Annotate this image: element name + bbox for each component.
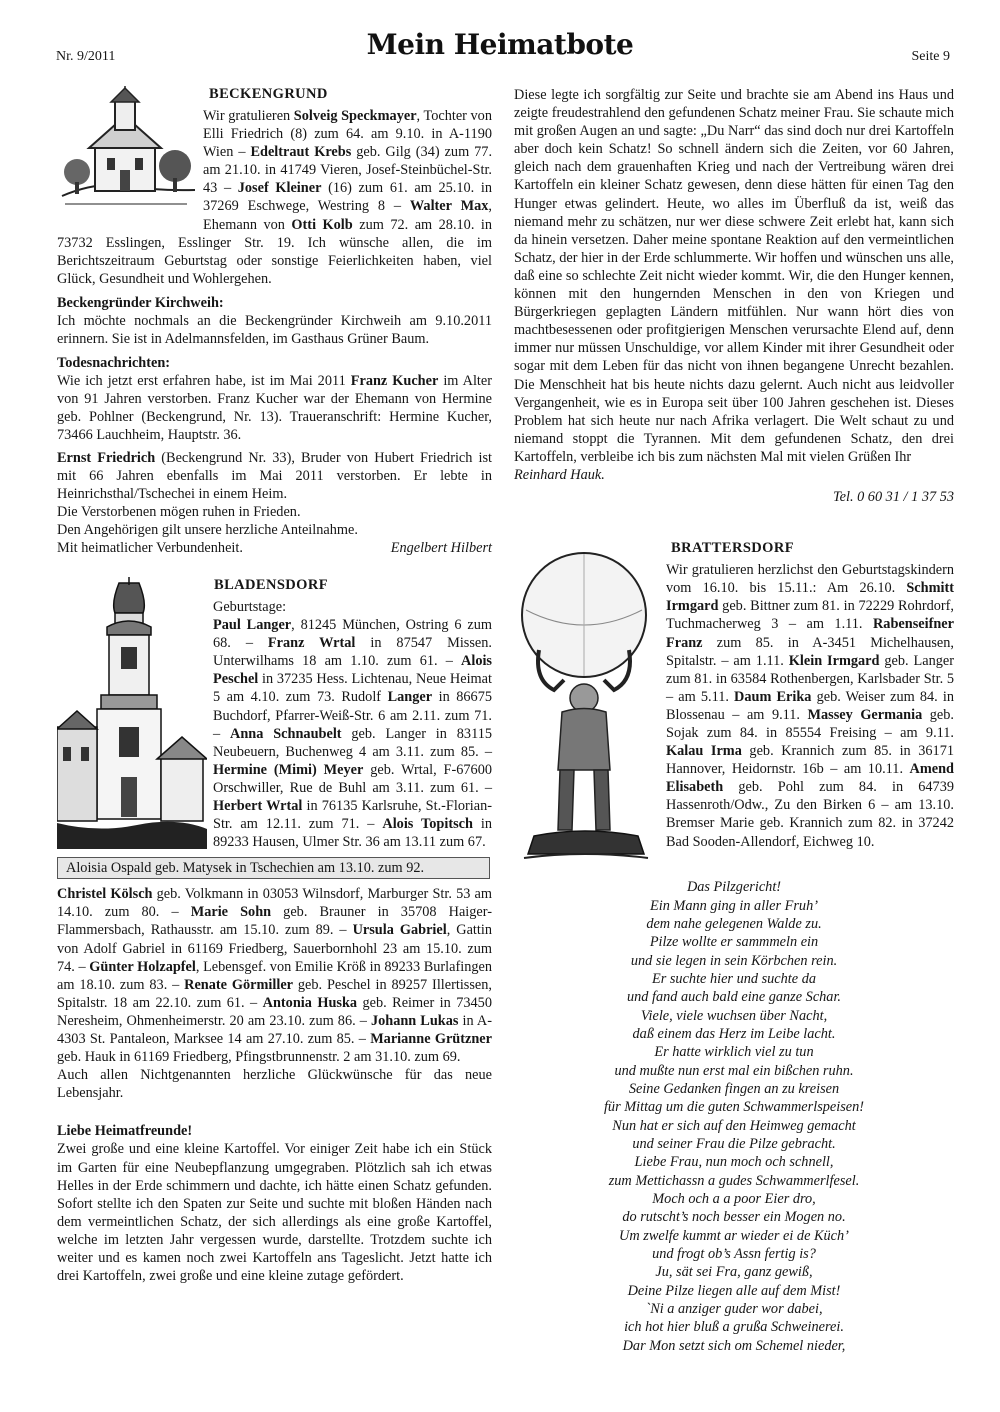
poem-line: und seiner Frau die Pilze gebracht. bbox=[632, 1135, 836, 1152]
brattersdorf-title: BRATTERSDORF bbox=[671, 540, 794, 557]
highlight-box: Aloisia Ospald geb. Matysek in Tschechien am 13.10. zum 92. bbox=[57, 857, 490, 879]
letter-continuation bbox=[514, 86, 954, 506]
left-column bbox=[57, 86, 492, 1285]
bladensdorf-intro: Geburtstage: bbox=[213, 598, 287, 615]
poem-line: für Mittag um die guten Schwammerlspeisen! bbox=[603, 1099, 865, 1116]
brattersdorf-birthdays: Wir gratulieren herzlichst den Geburtstagskindern vom 16.10. bis 15.11.: Am 26.10. Schmitt Irmgard geb. Bittner zum 81. in 72229 Rohrdorf, Tuchmacherweg 3 – am 1.11. Rabenseifner Franz zum 85. in A-3451 Michelhausen, Spitalstr. – am 1.11. Klein Irmgard geb. Langer zum 81. in 63584 Rothenbergen, Karlsbader Str. 5 – am 5.11. Daum Erika geb. Weiser zum 84. in Blossenau – am 9.11. Massey Germania geb. Sojak zum 84. in 85554 Freising – am 9.11. Kalau Irma geb. Krannich zum 85. in 36171 Hannover, Heidornstr. 16b – am 10.11. Amend Elisabeth geb. Pohl zum 84. in 64739 Hassenroth/Odw., Zu den Birken 6 – am 13.10. Bremser Marie geb. Krannich zum 82. in 37242 Bad Sooden-Allendorf, Eichweg 10. bbox=[666, 562, 955, 850]
atlas-statue-illustration-icon bbox=[514, 540, 660, 870]
todesnachrichten-title: Todesnachrichten: bbox=[57, 355, 171, 372]
poem-line: Viele, viele wuchsen über Nacht, bbox=[640, 1007, 828, 1024]
closing-line-3: Mit heimatlicher Verbundenheit. bbox=[57, 539, 243, 556]
signature-hilbert: Engelbert Hilbert bbox=[390, 539, 492, 556]
poem-line: Seine Gedanken fingen an zu kreisen bbox=[628, 1080, 840, 1097]
bladensdorf-section bbox=[57, 577, 492, 1102]
issue-number: Nr. 9/2011 bbox=[56, 49, 116, 64]
todes-text-2: Ernst Friedrich (Beckengrund Nr. 33), Bruder von Hubert Friedrich ist mit 66 Jahren ebenfalls im Mai 2011 verstorben. Er lebte in Heinrichsthal/Tschechei in einem Heim. bbox=[57, 449, 493, 502]
letter-phone: Tel. 0 60 31 / 1 37 53 bbox=[832, 489, 954, 506]
poem-line: und frogt ob’s Assn fertig is? bbox=[652, 1246, 816, 1263]
poem-line: Moch och a a poor Eier dro, bbox=[652, 1191, 816, 1207]
poem-line: Ein Mann ging in aller Fruh’ bbox=[650, 897, 818, 914]
poem-line: Das Pilzgericht! bbox=[686, 879, 782, 896]
poem-line: Er suchte hier und suchte da bbox=[652, 970, 816, 987]
letter-text-right: Diese legte ich sorgfältig zur Seite und brachte sie am Abend ins Haus und zeigte freudestrahlend den gefundenen Schatz meiner Frau. Sie schaute mich mit großen Augen an und sagte: „Du Narr“ das sind doch nur drei Kartoffeln aber doch kein Schatz! So schnell ändern sich die Zeiten, vor 60 Jahren, gleich nach dem grauenhaften Krieg und nach der Vertreibung wären drei Kartoffeln ein kleiner Schatz gewesen, denn diese hätten für einen Tag den Hunger etwas gelindert. Heute, wo alles im Überfluß da ist, weiß das niemand mehr zu schätzen, nur wer diese schwere Zeit erlebt hat, kann sich da hinein versetzen. Daher meine spontane Reaktion auf den vermeintlichen Schatz, der hier in der Erde schlummerte. Wir hoffen und wünschen uns alle, daß eine so schlechte Zeit nicht wieder kommt. Wir, die den Hunger kennen, können mit den hungernden Menschen in den von Kriegen und Bürgerkriegen geplagten Ländern mitfühlen. Nur wann hört dies von machtbesessenen oder profitgierigen Menschen verursachte Elend auf, denn immer nur müssen Unschuldige, vor allem Kinder mit ihrer Gesundheit oder sogar mit dem Leben für das nicht von ihnen begangene Unrecht bezahlen. Die Menschheit hat bis heute nichts dazu gelernt. Auch nicht aus leidvoller Vergangenheit, wie es in Europa seit über 100 Jahren geschehen ist. Dieses Problem hat sich heute nur nach Afrika verlagert. Die Welt schaut zu und niemand stoppt die Tyrannen. Mit dem gefundenen Schatz, den drei Kartoffeln, verbleibe ich bis zum nächsten Mal mit vielen Grüßen Ihr bbox=[514, 87, 954, 465]
letter-title: Liebe Heimatfreunde! bbox=[57, 1123, 193, 1140]
church-illustration-icon bbox=[57, 86, 197, 216]
kirchweih-title: Beckengründer Kirchweih: bbox=[57, 294, 224, 311]
letter-signature: Reinhard Hauk. bbox=[514, 466, 605, 483]
poem-line: und fand auch bald eine ganze Schar. bbox=[626, 989, 842, 1006]
poem-line: dem nahe gelegenen Walde zu. bbox=[646, 915, 822, 932]
poem-line: `Ni a anziger guder wor dabei, bbox=[645, 1301, 823, 1318]
poem-line: Deine Pilze liegen alle auf dem Mist! bbox=[627, 1282, 841, 1299]
todes-text-1: Wie ich jetzt erst erfahren habe, ist im Mai 2011 Franz Kucher im Alter von 91 Jahren verstorben. Franz Kucher war der Ehemann von Hermine geb. Pohlner (Beckengrund, Nr. 13). Traueranschrift: Hermine Kucher, 73466 Lauchheim, Hauptstr. 36. bbox=[57, 373, 492, 444]
closing-line-2: Den Angehörigen gilt unsere herzliche Anteilnahme. bbox=[57, 521, 358, 538]
brattersdorf-section bbox=[514, 540, 954, 870]
right-column bbox=[514, 86, 954, 1355]
poem-line: Nun hat er sich auf den Heimweg gemacht bbox=[612, 1117, 856, 1134]
kirchweih-text: Ich möchte nochmals an die Beckengründer Kirchweih am 9.10.2011 erinnern. Sie ist in Adelmannsfelden, im Gasthaus Grüner Baum. bbox=[57, 312, 492, 348]
poem-line: Liebe Frau, nun moch och schnell, bbox=[634, 1154, 834, 1171]
poem-line: zum Mettichassn a gudes Schwammerlfesel. bbox=[608, 1172, 860, 1189]
bladensdorf-title: BLADENSDORF bbox=[214, 576, 328, 593]
letter-section bbox=[57, 1122, 492, 1285]
poem-pilzgericht bbox=[514, 878, 954, 1355]
page-number: Seite 9 bbox=[911, 49, 950, 64]
poem-line: do rutscht’s noch besser ein Mogen no. bbox=[622, 1209, 846, 1226]
poem-line: daß einem das Herz im Leibe lacht. bbox=[632, 1025, 836, 1042]
beckengrund-birthdays: Wir gratulieren Solveig Speckmayer, Tochter von Elli Friedrich (8) zum 64. am 9.10. in A-1190 Wien – Edeltraut Krebs geb. Gilg (34) zum 77. am 21.10. in 41749 Vieren, Josef-Steinbüchel-Str. 43 – Josef Kleiner (16) zum 61. am 25.10. in 37269 Eschwege, Westring 8 – Walter Max, Ehemann von Otti Kolb zum 72. am 28.10. in 73732 Esslingen, Esslinger Str. 19. Ich wünsche allen, die im Berichtszeitraum Geburtstag oder sonstige Feierlichkeiten haben, viel Glück, Gesundheit und Wohlergehen. bbox=[57, 108, 493, 287]
closing-line-1: Die Verstorbenen mögen ruhen in Frieden. bbox=[57, 503, 301, 520]
poem-line: und mußte nun erst mal ein bißchen ruhn. bbox=[614, 1062, 854, 1079]
bladensdorf-closing: Auch allen Nichtgenannten herzliche Glückwünsche für das neue Lebensjahr. bbox=[57, 1067, 492, 1102]
beckengrund-title: BECKENGRUND bbox=[209, 86, 328, 102]
beckengrund-section bbox=[57, 86, 492, 557]
poem-line: Er hatte wirklich viel zu tun bbox=[654, 1044, 814, 1061]
masthead-logo: Mein Heimatbote bbox=[366, 28, 634, 61]
bladensdorf-birthdays-2: Christel Kölsch geb. Volkmann in 03053 Wilnsdorf, Marburger Str. 53 am 14.10. zum 80. – Marie Sohn geb. Brauner in 35708 Haiger-Flammersbach, Rathausstr. am 15.10. zum 89. – Ursula Gabriel, Gattin von Adolf Gabriel in 61169 Friedberg, Sauerbornhohl 23 am 15.10. zum 74. – Günter Holzapfel, Lebensgef. von Emilie Kröß in 89233 Burlafingen am 18.10. zum 83. – Renate Görmiller geb. Peschel in 89257 Illertissen, Spitalstr. 18 am 22.10. zum 61. – Antonia Huska geb. Reimer in 73450 Neresheim, Ohmenheimerstr. 20 am 23.10. zum 86. – Johann Lukas in A-4303 St. Pantaleon, Marksee 14 am 27.10. zum 85. – Marianne Grützner geb. Hauk in 61169 Friedberg, Pfingstbrunnenstr. 2 am 31.10. zum 69. bbox=[57, 886, 493, 1066]
poem-line: Dar Mon setzt sich om Schemel nieder, bbox=[622, 1337, 846, 1354]
bladensdorf-birthdays: Paul Langer, 81245 München, Ostring 6 zum 68. – Franz Wrtal in 87547 Missen. Unterwilhams 18 am 1.10. zum 61. – Alois Peschel in 37235 Hess. Lichtenau, Neue Heimat 5 am 4.10. zum 73. Rudolf Langer in 86675 Buchdorf, Pfarrer-Weiß-Str. 6 am 2.11. zum 71. – Anna Schnaubelt geb. Langer in 83115 Neubeuern, Buchenweg 4 am 3.11. zum 85. – Hermine (Mimi) Meyer geb. Wrtal, F-67600 Orschwiller, Rue de Buhl am 3.11. zum 61. – Herbert Wrtal in 76135 Karlsruhe, St.-Florian-Str. am 12.11. zum 71. – Alois Topitsch in 89233 Hausen, Ulmer Str. 36 am 13.11 zum 67. bbox=[213, 617, 493, 851]
baroque-church-illustration-icon bbox=[57, 577, 207, 849]
poem-line: Um zwelfe kummt ar wieder ei de Küch’ bbox=[619, 1227, 849, 1244]
letter-text-left: Zwei große und eine kleine Kartoffel. Vor einiger Zeit habe ich ein Stück im Garten für eine Neubepflanzung umgegraben. Plötzlich sah ich etwas Helles in der Erde schimmern und dachte, ich hätte einen Schatz gefunden. Sofort stellte ich den Spaten zur Seite und suchte mit bloßen Händen nach dem vermeintlichen Schatz, der sich allerdings als eine große Kartoffel, welche im letzten Jahr vergessen wurde, darstellte. Trotzdem suchte ich weiter und es kamen noch zwei Kartoffeln ans Tageslicht. Jetzt hatte ich drei Kartoffeln, zwei große und eine kleine zutage gefördert. bbox=[57, 1141, 492, 1285]
poem-line: Ju, sät sei Fra, ganz gewiß, bbox=[655, 1264, 813, 1281]
poem-line: und sie legen in sein Körbchen rein. bbox=[630, 952, 838, 969]
poem-line: Pilze wollte er sammmeln ein bbox=[649, 934, 819, 951]
poem-line: ich hot hier bluß a grußa Schweinerei. bbox=[624, 1319, 844, 1336]
